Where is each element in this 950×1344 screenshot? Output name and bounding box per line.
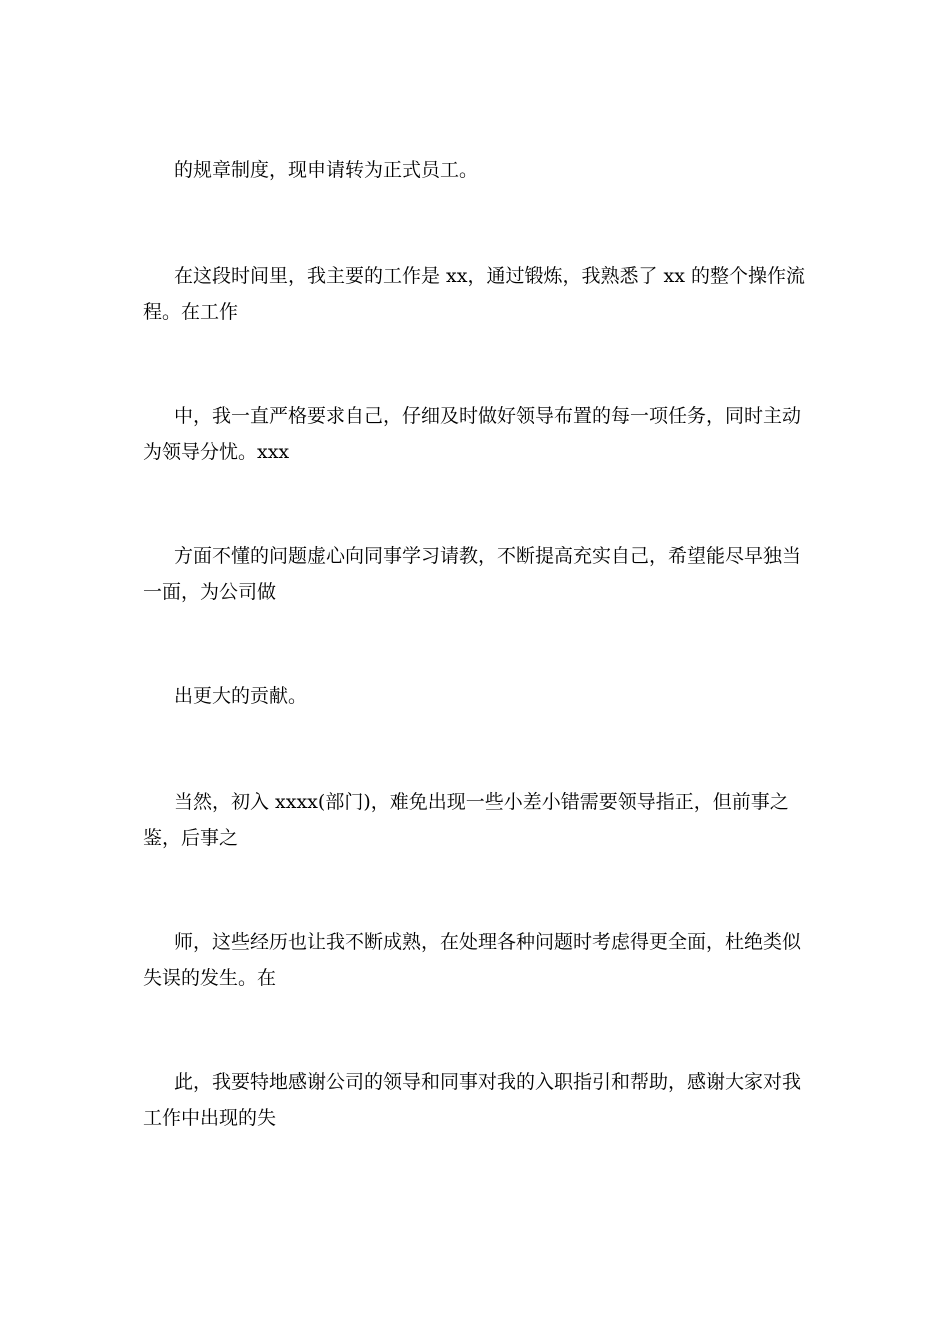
- paragraph-3: 中，我一直严格要求自己，仔细及时做好领导布置的每一项任务，同时主动为领导分忧。xxx: [143, 405, 802, 463]
- paragraph-5: 出更大的贡献。: [174, 685, 308, 707]
- paragraph-4: 方面不懂的问题虚心向同事学习请教，不断提高充实自己，希望能尽早独当一面，为公司做: [143, 545, 802, 603]
- paragraph-6: 当然，初入 xxxx(部门)，难免出现一些小差小错需要领导指正，但前事之鉴，后事之: [143, 791, 789, 849]
- paragraph-7: 师，这些经历也让我不断成熟，在处理各种问题时考虑得更全面，杜绝类似失误的发生。在: [143, 931, 802, 989]
- paragraph-1: 的规章制度，现申请转为正式员工。: [174, 159, 479, 181]
- paragraph-8: 此，我要特地感谢公司的领导和同事对我的入职指引和帮助，感谢大家对我工作中出现的失: [143, 1071, 802, 1129]
- paragraph-2: 在这段时间里，我主要的工作是 xx，通过锻炼，我熟悉了 xx 的整个操作流程。在工作: [143, 265, 805, 323]
